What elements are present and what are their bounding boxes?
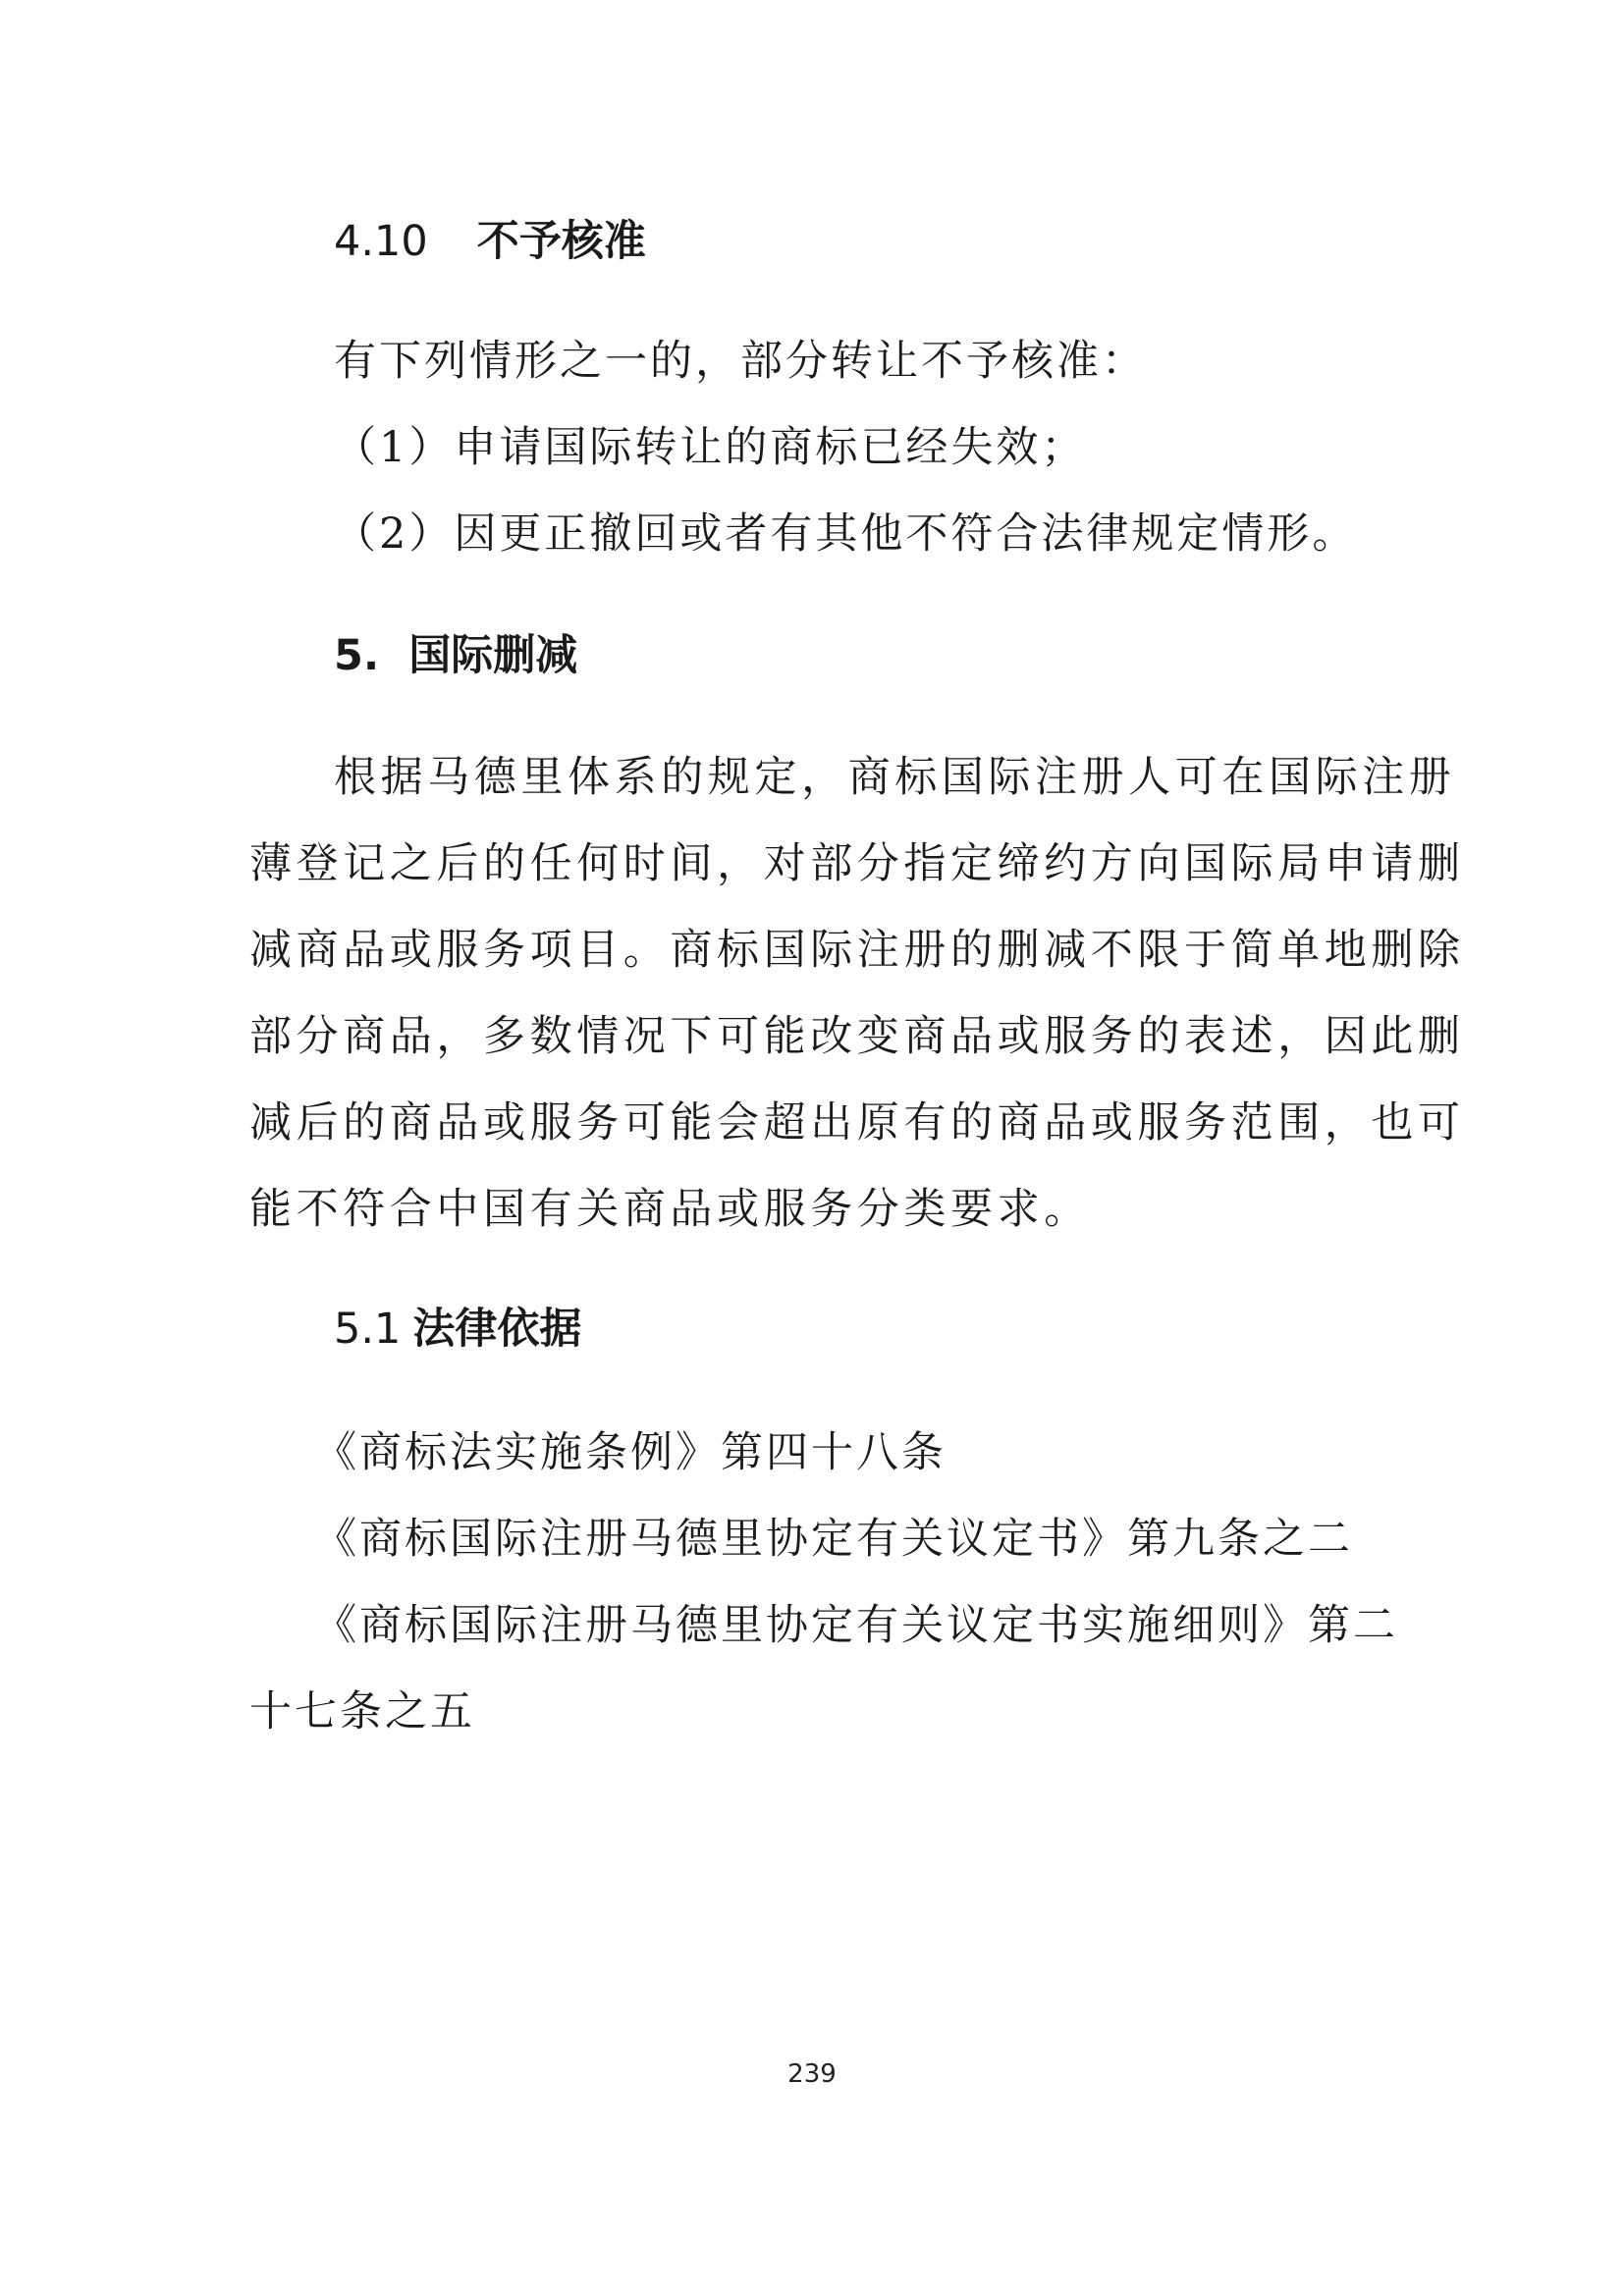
- section-5-heading: [334, 628, 577, 683]
- section-4-10-heading: [334, 214, 646, 269]
- paragraph-line: 能不符合中国有关商品或服务分类要求。: [249, 1185, 1091, 1234]
- section-title: 法律依据: [412, 1305, 582, 1354]
- paragraph-line: 部分商品，多数情况下可能改变商品或服务的表述，因此删: [249, 1012, 1465, 1061]
- section-number: 5.: [334, 631, 380, 680]
- section-number: 5.1: [334, 1305, 402, 1354]
- legal-basis-line: 《商标国际注册马德里协定有关议定书》第九条之二: [314, 1515, 1353, 1564]
- paragraph-line: 根据马德里体系的规定，商标国际注册人可在国际注册: [334, 753, 1456, 802]
- paragraph-line: 薄登记之后的任何时间，对部分指定缔约方向国际局申请删: [249, 839, 1465, 888]
- list-item: （1）申请国际转让的商标已经失效；: [334, 423, 1087, 472]
- legal-basis-line: 《商标国际注册马德里协定有关议定书实施细则》第二: [314, 1601, 1398, 1650]
- section-title: 国际删减: [408, 631, 578, 680]
- section-5-1-heading: [334, 1302, 581, 1357]
- list-item: （2）因更正撤回或者有其他不符合法律规定情形。: [334, 509, 1358, 559]
- section-4-10-intro: 有下列情形之一的，部分转让不予核准：: [334, 337, 1147, 386]
- section-title: 不予核准: [476, 217, 646, 266]
- paragraph-line: 减后的商品或服务可能会超出原有的商品或服务范围，也可: [249, 1098, 1465, 1148]
- legal-basis-line: 十七条之五: [249, 1687, 475, 1736]
- section-number: 4.10: [334, 217, 428, 266]
- paragraph-line: 减商品或服务项目。商标国际注册的删减不限于简单地删除: [249, 926, 1465, 975]
- page-number: 239: [787, 2059, 837, 2089]
- legal-basis-line: 《商标法实施条例》第四十八条: [314, 1428, 947, 1477]
